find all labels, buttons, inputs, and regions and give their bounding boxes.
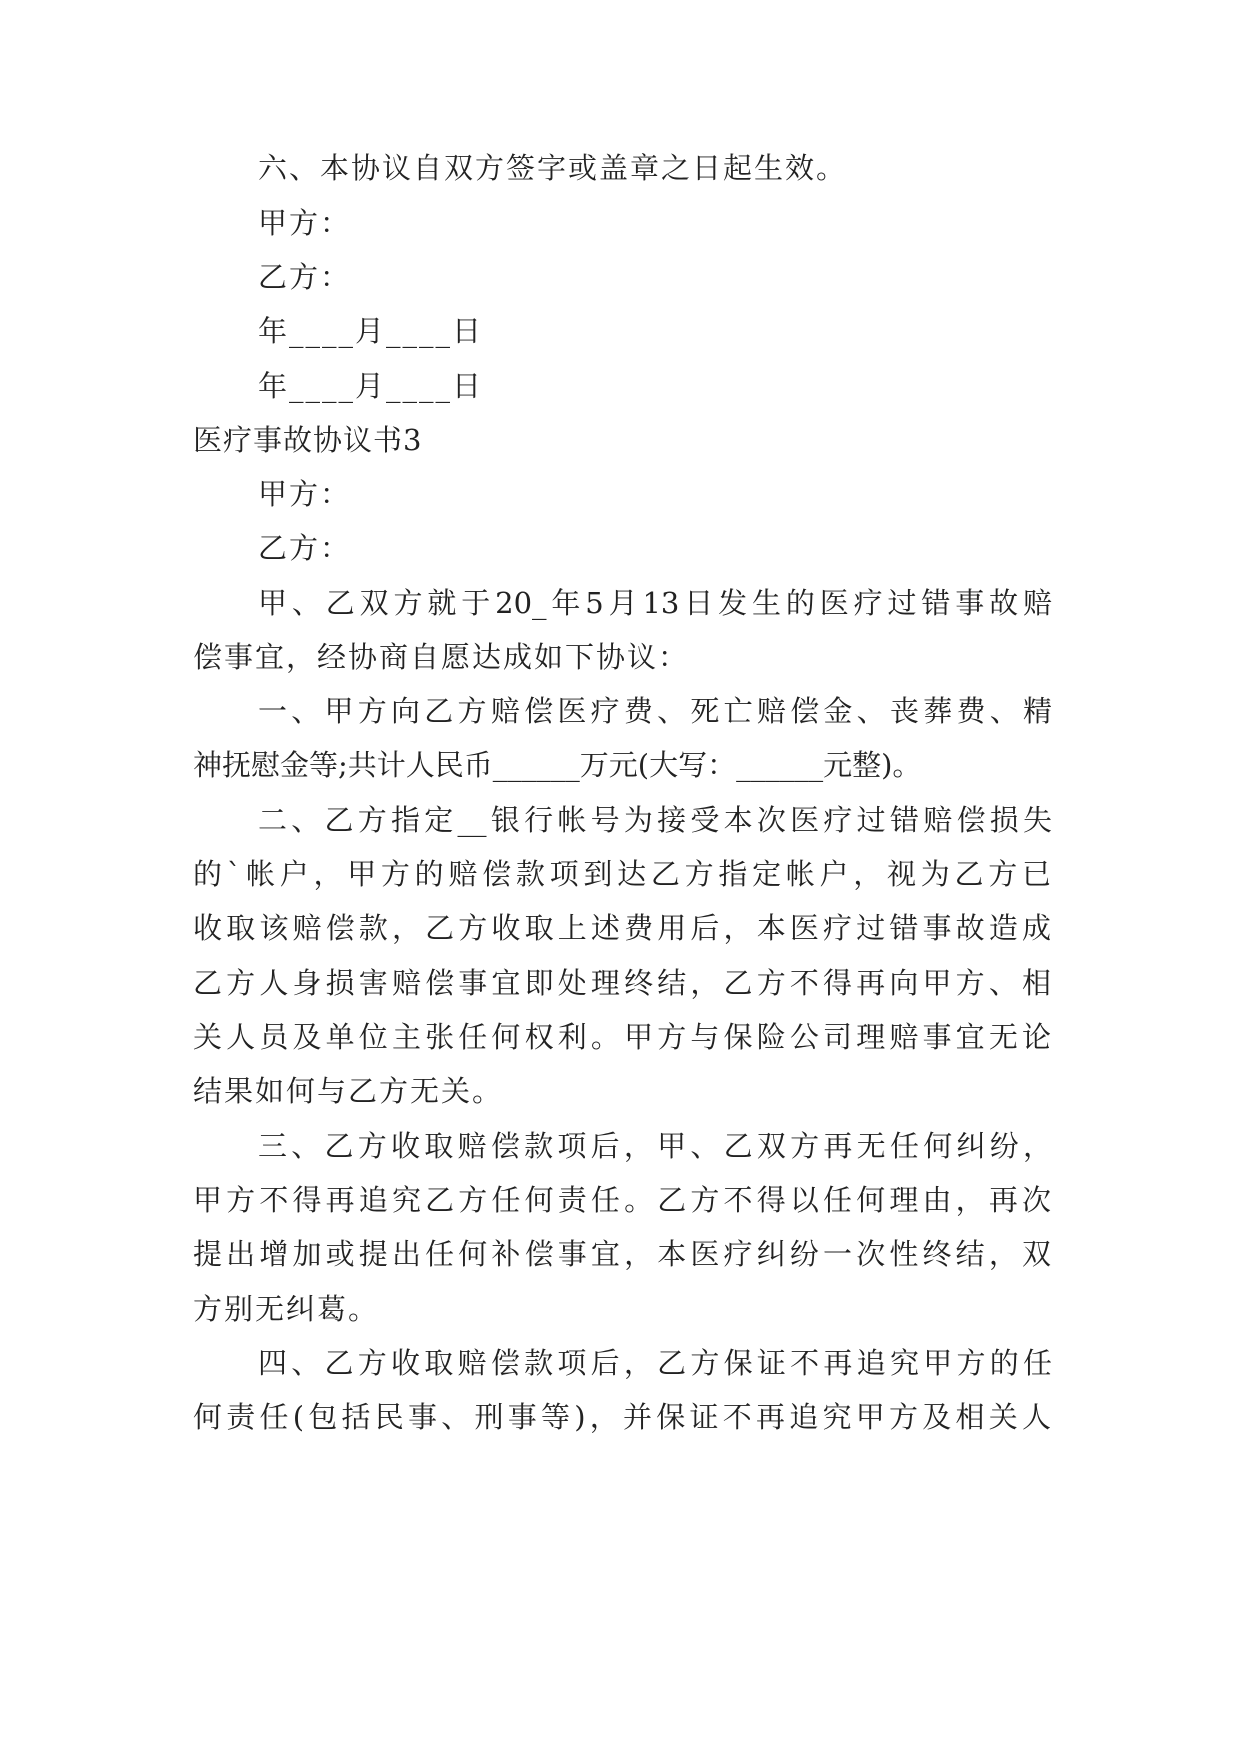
clause-3-line: 甲方不得再追究乙方任何责任。乙方不得以任何理由，再次 — [193, 1183, 1051, 1217]
party-a-label: 甲方： — [258, 206, 352, 240]
clause-1-line: 神抚慰金等;共计人民币______万元(大写：______元整)。 — [193, 748, 922, 782]
clause-2-line: 乙方人身损害赔偿事宜即处理终结，乙方不得再向甲方、相 — [193, 966, 1051, 1000]
party-a-label: 甲方： — [258, 477, 352, 511]
date-line: 年____月____日 — [258, 314, 484, 348]
party-b-label: 乙方： — [258, 260, 352, 294]
clause-3-line: 三、乙方收取赔偿款项后，甲、乙双方再无任何纠纷， — [258, 1129, 1052, 1163]
intro-line: 甲、乙双方就于20_年5月13日发生的医疗过错事故赔 — [258, 586, 1052, 620]
clause-2-line: 的`帐户，甲方的赔偿款项到达乙方指定帐户，视为乙方已 — [193, 857, 1051, 891]
clause-4-line: 四、乙方收取赔偿款项后，乙方保证不再追究甲方的任 — [258, 1346, 1052, 1380]
clause-2-line: 收取该赔偿款，乙方收取上述费用后，本医疗过错事故造成 — [193, 911, 1051, 945]
date-line: 年____月____日 — [258, 369, 484, 403]
clause-2-line: 二、乙方指定__银行帐号为接受本次医疗过错赔偿损失 — [258, 803, 1052, 837]
party-b-label: 乙方： — [258, 531, 352, 565]
intro-line: 偿事宜，经协商自愿达成如下协议： — [193, 640, 690, 674]
clause-2-line: 关人员及单位主张任何权利。甲方与保险公司理赔事宜无论 — [193, 1020, 1051, 1054]
clause-3-line: 方别无纠葛。 — [193, 1292, 380, 1326]
clause-6: 六、本协议自双方签字或盖章之日起生效。 — [258, 151, 848, 185]
document-title: 医疗事故协议书3 — [193, 423, 423, 457]
clause-3-line: 提出增加或提出任何补偿事宜，本医疗纠纷一次性终结，双 — [193, 1237, 1051, 1271]
clause-1-line: 一、甲方向乙方赔偿医疗费、死亡赔偿金、丧葬费、精 — [258, 694, 1052, 728]
clause-4-line: 何责任(包括民事、刑事等)，并保证不再追究甲方及相关人 — [193, 1400, 1051, 1434]
clause-2-line: 结果如何与乙方无关。 — [193, 1074, 504, 1108]
